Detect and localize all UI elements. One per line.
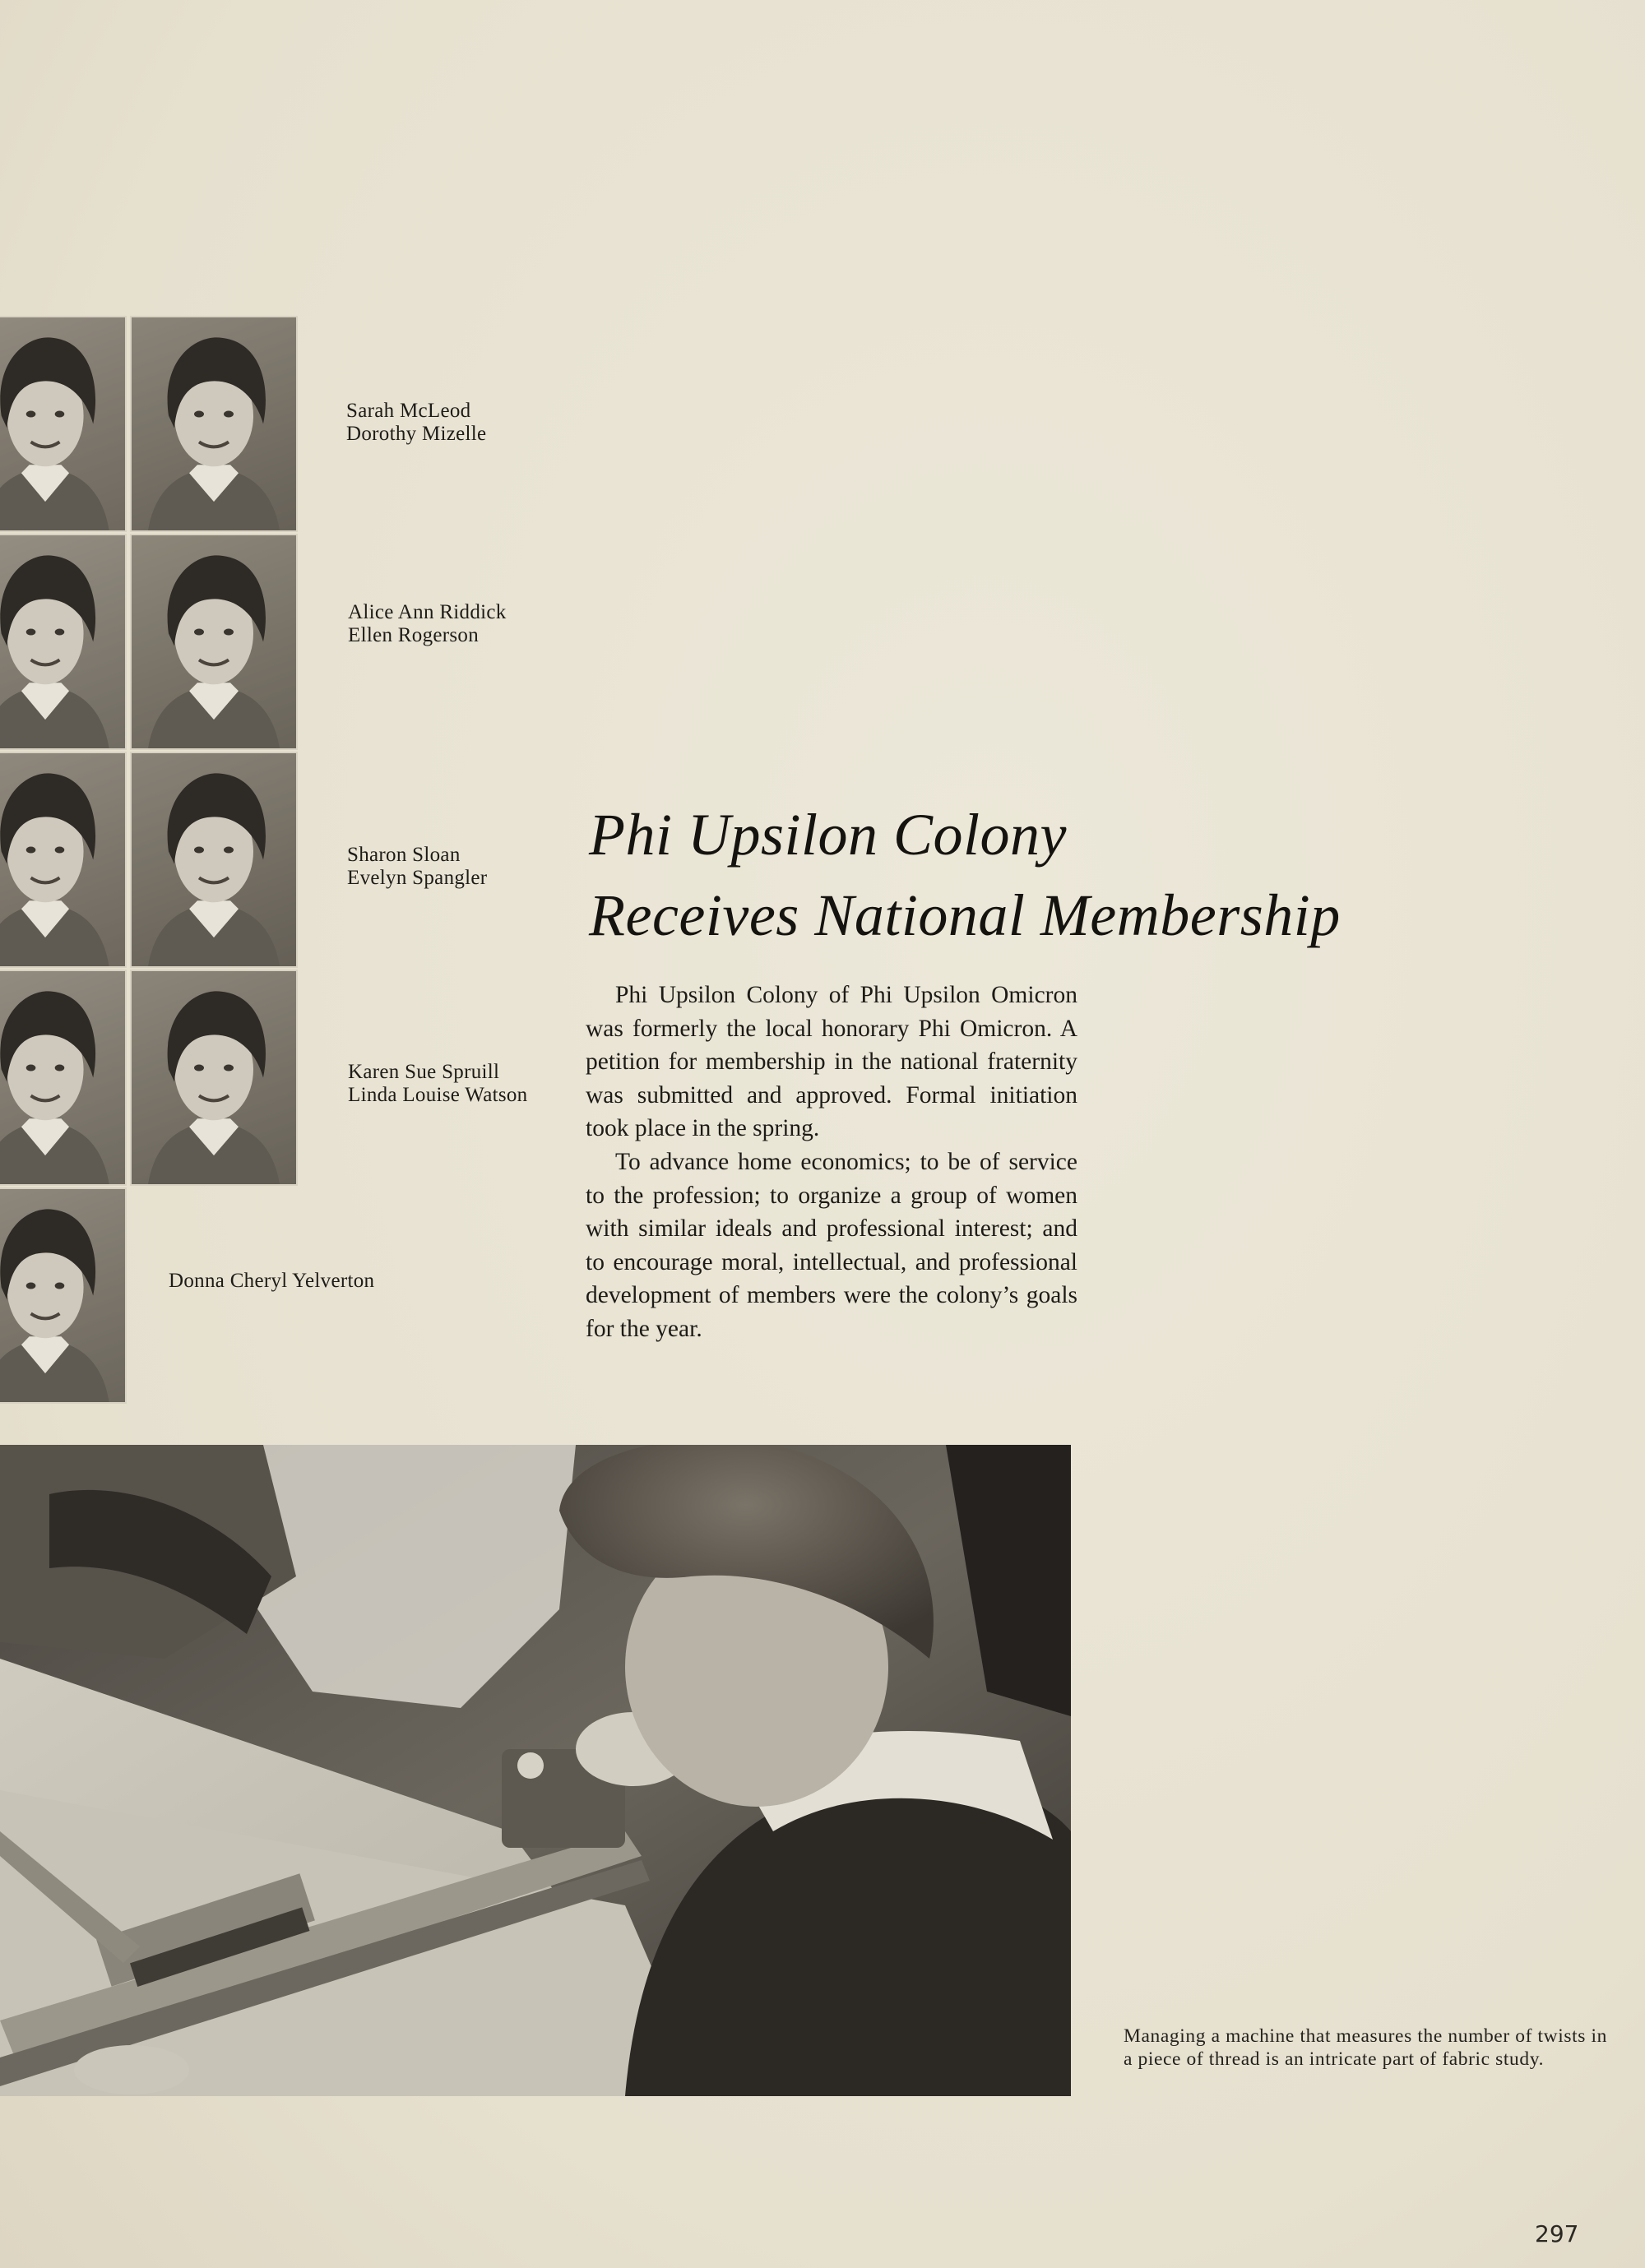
portrait-names-row-4 xyxy=(348,1061,527,1107)
article-paragraph: To advance home economics; to be of service to the profession; to organize a group of women with similar ideals and professional interest; and to encourage moral, intellectual, and professional development of members were the colony’s goals for the year. xyxy=(586,1148,1077,1342)
student-portrait xyxy=(130,970,298,1186)
student-name: Evelyn Spangler xyxy=(347,867,488,889)
page-number: 297 xyxy=(1535,2220,1579,2247)
headline-line-1: Phi Upsilon Colony xyxy=(589,802,1067,868)
student-portrait xyxy=(0,1187,127,1404)
student-name: Dorothy Mizelle xyxy=(346,423,487,445)
student-portrait xyxy=(0,752,127,968)
fabric-study-photo xyxy=(0,1445,1071,2096)
student-name: Sharon Sloan xyxy=(347,844,461,866)
student-name: Alice Ann Riddick xyxy=(348,601,507,623)
student-name: Sarah McLeod xyxy=(346,400,471,422)
photo-illustration xyxy=(0,1445,1071,2096)
student-name: Linda Louise Watson xyxy=(348,1084,528,1106)
portrait-names-row-5 xyxy=(169,1270,374,1293)
article-body xyxy=(586,979,1077,1346)
headline-line-2: Receives National Membership xyxy=(589,882,1341,948)
article-paragraph: Phi Upsilon Colony of Phi Upsilon Omicron was formerly the local honorary Phi Omicron. A petition for membership in the national fraternity was submitted and approved. Formal initiation took place in the spring. xyxy=(586,982,1077,1142)
portrait-names-row-2 xyxy=(348,601,507,647)
article-headline xyxy=(589,794,1341,956)
student-portrait xyxy=(130,534,298,750)
student-portrait xyxy=(0,534,127,750)
student-portrait xyxy=(130,316,298,532)
student-name: Donna Cheryl Yelverton xyxy=(169,1270,375,1292)
student-portrait xyxy=(0,316,127,532)
portrait-names-row-3 xyxy=(347,844,487,890)
portrait-names-row-1 xyxy=(346,400,486,446)
student-portrait xyxy=(130,752,298,968)
student-portrait xyxy=(0,970,127,1186)
student-name: Karen Sue Spruill xyxy=(348,1061,500,1083)
student-name: Ellen Rogerson xyxy=(348,624,480,646)
photo-caption: Managing a machine that measures the number of twists in a piece of thread is an intricate part of fabric study. xyxy=(1124,2025,1607,2070)
